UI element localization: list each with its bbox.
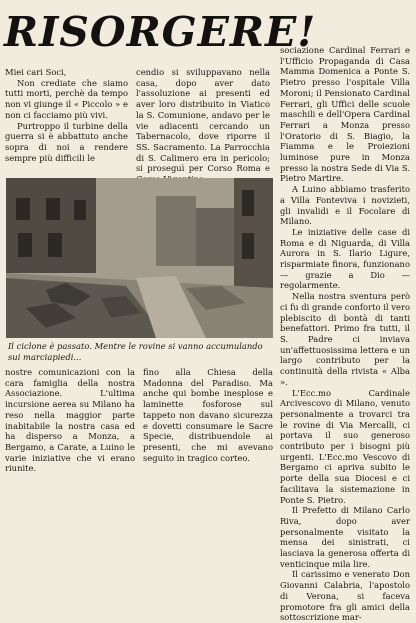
photo-caption: Il ciclone è passato. Mentre le rovine si vanno accumulando sui marciapiedi... — [8, 341, 263, 362]
column-1 — [5, 67, 128, 163]
column-1-bottom — [5, 367, 135, 474]
street-ruins-illustration — [6, 178, 273, 338]
salutation: Miei cari Soci, — [5, 67, 67, 77]
col3-paragraph-6: Il carissimo e venerato Don Giovanni Calabria, l'apostolo di Verona, si faceva promotore fra gli amici della sottoscrizione mar- — [280, 569, 410, 623]
col3-paragraph-4: L'Ecc.mo Cardinale Arcivescovo di Milano, venuto personalmente a trovarci tra le rovine di Via Mercalli, ci portava il suo generoso contributo per i bisogni più urgenti. L'Ecc.mo Vescovo di Bergamo ci apriva subito le porte della sua Diocesi e ci facilitava la sistemazione in Ponte S. Pietro. — [280, 387, 410, 505]
col1-paragraph-1: Non crediate che siamo tutti morti, perchè da tempo non vi giunge il « Piccolo » e non ci facciamo più vivi. — [5, 77, 128, 120]
col1-paragraph-2: Purtroppo il turbine della guerra si è abbattuto anche sopra di noi a rendere sempre più difficili le — [5, 120, 128, 163]
col1b-paragraph: nostre comunicazioni con la cara famiglia della nostra Associazione. L'ultima incursione aerea su Milano ha reso nella maggior parte inabitabile la nostra casa ed ha disperso a Monza, a Bergamo, a Carate, a Luino le varie iniziative che vi erano riunite. — [5, 367, 135, 474]
col3-paragraph-3: Nella nostra sventura però ci fu di grande conforto il vero plebiscito di bontà di tanti benefattori. Primo fra tutti, il S. Padre ci inviava un'affettuosissima lettera e un largo contributo per la continuità della rivista « Alba ». — [280, 291, 410, 387]
col3-paragraph-0: sociazione Cardinal Ferrari e l'Ufficio Propaganda di Casa Mamma Domenica a Ponte S. Pietro presso l'ospitale Villa Moroni; il Pensionato Cardinal Ferrari, gli Uffici delle scuole maschili e dell'Opera Cardinal Ferrari a Monza presso l'Oratorio di S. Biagio, la Fiamma e le Proiezioni luminose pure in Monza presso la nostra Sede di Via S. Pietro Martire. — [280, 45, 410, 184]
col3-paragraph-2: Le iniziative delle case di Roma e di Niguarda, di Villa Aurora in S. Ilario Ligure, risparmiate finora, funzionano — grazie a Dio — regolarmente. — [280, 226, 410, 291]
headline: RISORGERE! — [4, 8, 317, 56]
col2b-paragraph: fino alla Chiesa della Madonna del Paradiso. Ma anche qui bombe inesplose e laminette fosforose sul tappeto non davano sicurezza e dovetti consumare le Sacre Specie, distribuendole ai presenti, che mi avevano seguito in tragico corteo. — [143, 367, 273, 463]
column-2-bottom — [143, 367, 273, 463]
column-2 — [136, 67, 270, 185]
bombed-street-photo — [6, 178, 273, 338]
col3-paragraph-1: A Luino abbiamo trasferito a Villa Fonteviva i novizieti, gli invalidi e il Focolare di Milano. — [280, 184, 410, 227]
col2-paragraph: cendio si sviluppavano nella casa, dopo aver dato l'assoluzione ai presenti ed aver loro distribuito in Viatico la S. Comunione, andavo per le vie adiacenti cercando un Tabernacolo, dove riporre il SS. Sacramento. La Parrocchia di S. Calimero era in pericolo; si proseguì per Corso Roma e — [136, 67, 270, 174]
column-3 — [280, 45, 410, 623]
col3-paragraph-5: Il Prefetto di Milano Carlo Riva, dopo aver personalmente visitato la mensa dei sinistrati, ci lasciava la generosa offerta di venticinque mila lire. — [280, 505, 410, 569]
